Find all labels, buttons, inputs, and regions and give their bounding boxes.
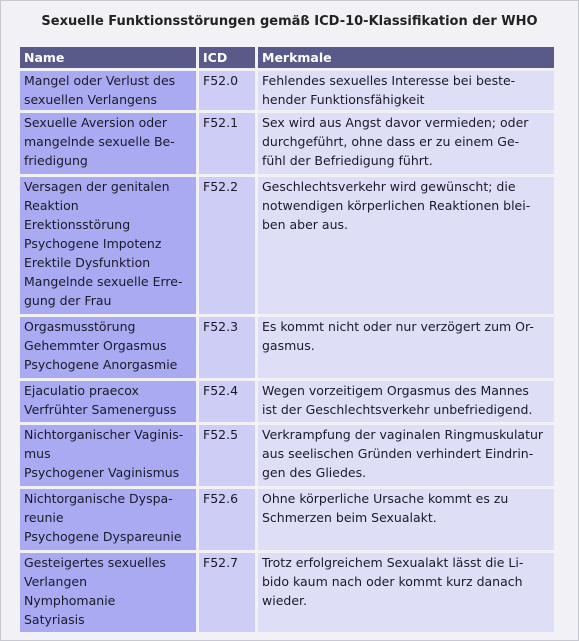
name-line: Sexuelle Aversion oder [24,115,168,130]
merkmale-line: Trotz erfolgreichem Sexualakt lässt die Li- [262,555,524,570]
cell-merkmale [258,71,554,110]
table-body [20,71,554,632]
table-row [20,425,554,486]
name-line: Orgasmusstörung [24,319,136,334]
cell-name [20,425,196,486]
cell-icd: F52.0 [199,71,255,110]
name-line: Gesteigertes sexuelles [24,555,166,570]
header-name: Name [20,47,196,68]
cell-name [20,317,196,378]
cell-merkmale [258,553,554,632]
table-header-row [20,47,554,68]
merkmale-line: wieder. [262,593,307,608]
cell-merkmale [258,317,554,378]
table-row [20,489,554,550]
name-line: Verfrühter Samenerguss [24,402,177,417]
cell-merkmale [258,113,554,174]
merkmale-line: aus seelischen Gründen verhindert Eindrin- [262,446,534,461]
name-line: mus [24,446,51,461]
merkmale-line: bido kaum nach oder kommt kurz danach [262,574,523,589]
cell-name [20,113,196,174]
cell-icd: F52.6 [199,489,255,550]
merkmale-line: Es kommt nicht oder nur verzögert zum Or- [262,319,534,334]
merkmale-line: gasmus. [262,338,315,353]
merkmale-line: gen des Gliedes. [262,465,367,480]
cell-icd: F52.7 [199,553,255,632]
cell-merkmale [258,489,554,550]
merkmale-line: ben aber aus. [262,217,348,232]
cell-merkmale [258,381,554,422]
cell-name [20,553,196,632]
name-line: Mangelnde sexuelle Erre- [24,274,183,289]
cell-name [20,71,196,110]
name-line: Erektionsstörung [24,217,131,232]
merkmale-line: ist der Geschlechtsverkehr unbefriedigend. [262,402,533,417]
merkmale-line: hender Funktionsfähigkeit [262,92,425,107]
name-line: Nichtorganische Dyspa- [24,491,173,506]
name-line: Ejaculatio praecox [24,383,139,398]
icd-table [17,44,557,635]
name-line: mangelnde sexuelle Be- [24,134,175,149]
merkmale-line: Ohne körperliche Ursache kommt es zu [262,491,509,506]
name-line: Psychogener Vaginismus [24,465,180,480]
table-row [20,113,554,174]
merkmale-line: fühl der Befriedigung führt. [262,153,433,168]
cell-icd: F52.3 [199,317,255,378]
merkmale-line: durchgeführt, ohne dass er zu einem Ge- [262,134,520,149]
table-row [20,553,554,632]
name-line: Satyriasis [24,612,85,627]
header-merkmale: Merkmale [258,47,554,68]
name-line: Psychogene Dyspareunie [24,529,182,544]
name-line: Psychogene Anorgasmie [24,357,178,372]
merkmale-line: Schmerzen beim Sexualakt. [262,510,437,525]
table-row [20,317,554,378]
cell-icd: F52.4 [199,381,255,422]
name-line: Nichtorganischer Vaginis- [24,427,184,442]
header-icd: ICD [199,47,255,68]
name-line: Gehemmter Orgasmus [24,338,167,353]
name-line: friedigung [24,153,88,168]
cell-merkmale [258,177,554,314]
merkmale-line: Verkrampfung der vaginalen Ringmuskulatur [262,427,544,442]
table-row [20,177,554,314]
name-line: Psychogene Impotenz [24,236,162,251]
name-line: Mangel oder Verlust des [24,73,176,88]
name-line: Reaktion [24,198,79,213]
cell-name [20,177,196,314]
name-line: sexuellen Verlangens [24,92,158,107]
name-line: reunie [24,510,64,525]
cell-icd: F52.5 [199,425,255,486]
table-row [20,71,554,110]
name-line: Verlangen [24,574,88,589]
merkmale-line: notwendigen körperlichen Reaktionen blei- [262,198,531,213]
name-line: Erektile Dysfunktion [24,255,151,270]
merkmale-line: Wegen vorzeitigem Orgasmus des Mannes [262,383,529,398]
name-line: Versagen der genitalen [24,179,170,194]
name-line: Nymphomanie [24,593,116,608]
cell-icd: F52.2 [199,177,255,314]
merkmale-line: Sex wird aus Angst davor vermieden; oder [262,115,529,130]
cell-icd: F52.1 [199,113,255,174]
merkmale-line: Geschlechtsverkehr wird gewünscht; die [262,179,516,194]
table-row [20,381,554,422]
table-caption: Sexuelle Funktionsstörungen gemäß ICD-10-Klassifikation der WHO [41,14,538,29]
cell-name [20,381,196,422]
cell-name [20,489,196,550]
cell-merkmale [258,425,554,486]
name-line: gung der Frau [24,293,112,308]
merkmale-line: Fehlendes sexuelles Interesse bei beste- [262,73,516,88]
